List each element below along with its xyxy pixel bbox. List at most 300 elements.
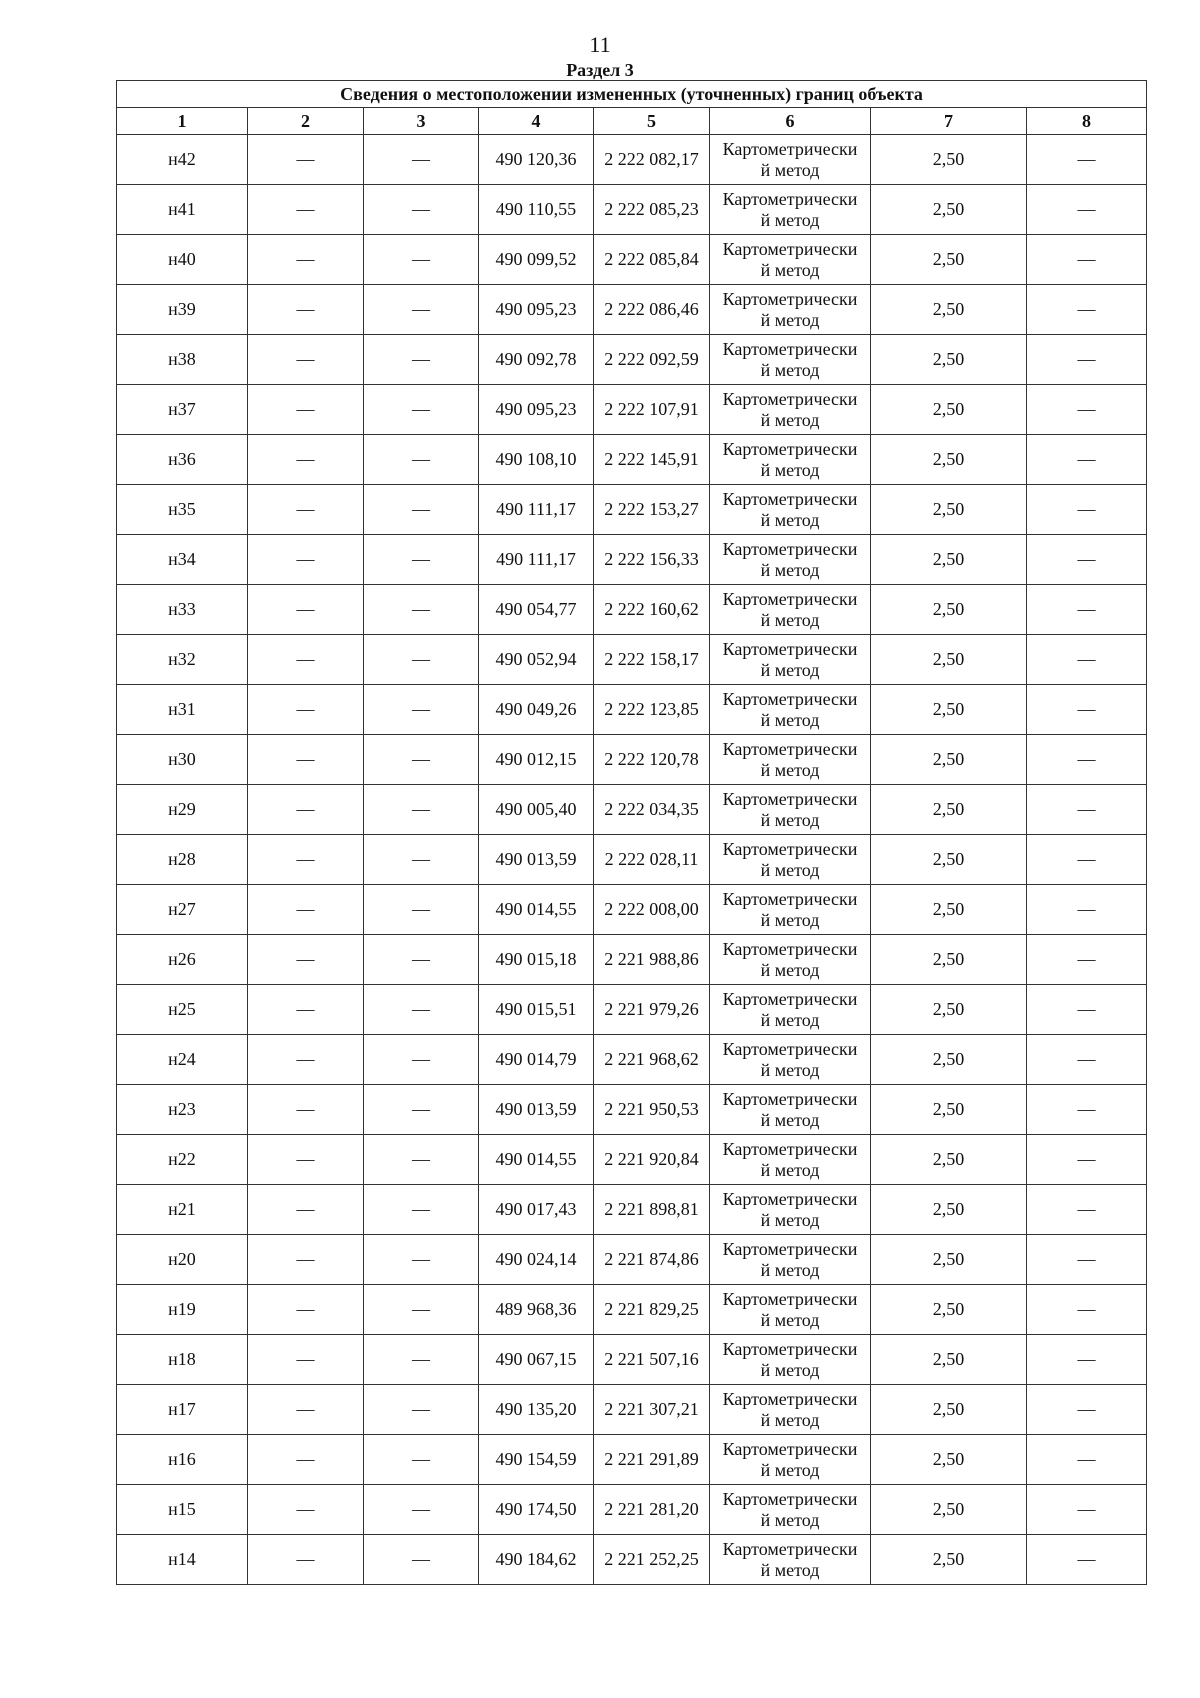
dash-cell: — [248,935,364,985]
dash-cell: — [364,1185,479,1235]
dash-cell: — [1027,785,1147,835]
method-cell [710,1085,871,1135]
method-cell [710,485,871,535]
column-number-row [117,108,1147,135]
dash-cell: — [364,835,479,885]
dash-cell: — [364,985,479,1035]
method-text-line: й метод [760,1109,820,1130]
method-text-line: Картометрически [722,188,858,209]
table-row [117,1335,1147,1385]
point-name-cell: н32 [117,635,248,685]
dash-cell: — [248,1235,364,1285]
y-coordinate-cell: 2 221 829,25 [594,1285,710,1335]
dash-cell: — [1027,185,1147,235]
dash-cell: — [1027,535,1147,585]
method-cell [710,135,871,185]
accuracy-cell: 2,50 [871,1385,1027,1435]
point-name-cell: н38 [117,335,248,385]
dash-cell: — [364,785,479,835]
dash-cell: — [1027,1535,1147,1585]
dash-cell: — [1027,485,1147,535]
table-row [117,1385,1147,1435]
dash-cell: — [248,135,364,185]
table-row [117,935,1147,985]
method-text-line: й метод [760,959,820,980]
method-text-line: й метод [760,509,820,530]
point-name-cell: н34 [117,535,248,585]
accuracy-cell: 2,50 [871,735,1027,785]
method-text-line: Картометрически [722,1288,858,1309]
dash-cell: — [248,735,364,785]
accuracy-cell: 2,50 [871,335,1027,385]
method-cell [710,1185,871,1235]
dash-cell: — [248,285,364,335]
y-coordinate-cell: 2 221 252,25 [594,1535,710,1585]
method-text-line: Картометрически [722,688,858,709]
y-coordinate-cell: 2 221 988,86 [594,935,710,985]
dash-cell: — [364,1385,479,1435]
x-coordinate-cell: 490 012,15 [479,735,594,785]
point-name-cell: н19 [117,1285,248,1335]
table-row [117,785,1147,835]
dash-cell: — [1027,985,1147,1035]
y-coordinate-cell: 2 221 950,53 [594,1085,710,1135]
x-coordinate-cell: 490 099,52 [479,235,594,285]
table-caption: Сведения о местоположении измененных (уточненных) границ объекта [117,81,1147,108]
accuracy-cell: 2,50 [871,1535,1027,1585]
x-coordinate-cell: 490 135,20 [479,1385,594,1435]
dash-cell: — [248,1185,364,1235]
dash-cell: — [248,985,364,1035]
accuracy-cell: 2,50 [871,985,1027,1035]
x-coordinate-cell: 490 095,23 [479,285,594,335]
dash-cell: — [248,685,364,735]
method-cell [710,1035,871,1085]
accuracy-cell: 2,50 [871,1285,1027,1335]
accuracy-cell: 2,50 [871,535,1027,585]
method-cell [710,935,871,985]
y-coordinate-cell: 2 221 507,16 [594,1335,710,1385]
method-text-line: й метод [760,159,820,180]
method-cell [710,1285,871,1335]
dash-cell: — [1027,1335,1147,1385]
x-coordinate-cell: 490 174,50 [479,1485,594,1535]
dash-cell: — [1027,235,1147,285]
dash-cell: — [1027,285,1147,335]
x-coordinate-cell: 490 052,94 [479,635,594,685]
method-text-line: Картометрически [722,438,858,459]
x-coordinate-cell: 490 014,55 [479,1135,594,1185]
y-coordinate-cell: 2 222 028,11 [594,835,710,885]
x-coordinate-cell: 490 092,78 [479,335,594,385]
dash-cell: — [248,1385,364,1435]
point-name-cell: н36 [117,435,248,485]
y-coordinate-cell: 2 221 291,89 [594,1435,710,1485]
y-coordinate-cell: 2 222 158,17 [594,635,710,685]
dash-cell: — [364,185,479,235]
accuracy-cell: 2,50 [871,1435,1027,1485]
dash-cell: — [1027,1435,1147,1485]
dash-cell: — [364,1335,479,1385]
table-row [117,185,1147,235]
method-cell [710,585,871,635]
y-coordinate-cell: 2 221 898,81 [594,1185,710,1235]
point-name-cell: н35 [117,485,248,535]
dash-cell: — [1027,1385,1147,1435]
column-number: 6 [710,108,871,135]
accuracy-cell: 2,50 [871,1485,1027,1535]
method-text-line: Картометрически [722,488,858,509]
dash-cell: — [1027,1285,1147,1335]
accuracy-cell: 2,50 [871,885,1027,935]
table-row [117,635,1147,685]
accuracy-cell: 2,50 [871,935,1027,985]
table-row [117,1485,1147,1535]
dash-cell: — [248,785,364,835]
dash-cell: — [248,885,364,935]
dash-cell: — [364,635,479,685]
point-name-cell: н18 [117,1335,248,1385]
y-coordinate-cell: 2 221 979,26 [594,985,710,1035]
dash-cell: — [364,1135,479,1185]
table-row [117,335,1147,385]
method-cell [710,1535,871,1585]
y-coordinate-cell: 2 222 156,33 [594,535,710,585]
dash-cell: — [248,435,364,485]
column-number: 7 [871,108,1027,135]
dash-cell: — [364,1485,479,1535]
point-name-cell: н23 [117,1085,248,1135]
dash-cell: — [364,435,479,485]
x-coordinate-cell: 490 054,77 [479,585,594,635]
table-row [117,735,1147,785]
dash-cell: — [364,1035,479,1085]
y-coordinate-cell: 2 221 920,84 [594,1135,710,1185]
method-text-line: й метод [760,1409,820,1430]
method-text-line: й метод [760,259,820,280]
dash-cell: — [364,735,479,785]
method-text-line: Картометрически [722,238,858,259]
column-number: 3 [364,108,479,135]
x-coordinate-cell: 490 154,59 [479,1435,594,1485]
dash-cell: — [248,1435,364,1485]
dash-cell: — [248,535,364,585]
dash-cell: — [1027,835,1147,885]
dash-cell: — [248,1035,364,1085]
accuracy-cell: 2,50 [871,585,1027,635]
dash-cell: — [1027,1185,1147,1235]
page-number: 11 [589,32,611,57]
dash-cell: — [1027,1035,1147,1085]
table-row [117,1285,1147,1335]
dash-cell: — [1027,1085,1147,1135]
method-text-line: Картометрически [722,588,858,609]
point-name-cell: н14 [117,1535,248,1585]
method-text-line: Картометрически [722,1188,858,1209]
dash-cell: — [364,335,479,385]
method-cell [710,185,871,235]
point-name-cell: н24 [117,1035,248,1085]
method-text-line: й метод [760,609,820,630]
dash-cell: — [248,635,364,685]
accuracy-cell: 2,50 [871,835,1027,885]
method-text-line: й метод [760,1209,820,1230]
method-text-line: Картометрически [722,638,858,659]
table-row [117,885,1147,935]
x-coordinate-cell: 490 014,55 [479,885,594,935]
dash-cell: — [248,1335,364,1385]
method-text-line: й метод [760,1059,820,1080]
method-cell [710,235,871,285]
point-name-cell: н41 [117,185,248,235]
table-row [117,435,1147,485]
table-row [117,1535,1147,1585]
method-text-line: й метод [760,1259,820,1280]
y-coordinate-cell: 2 222 085,23 [594,185,710,235]
accuracy-cell: 2,50 [871,135,1027,185]
y-coordinate-cell: 2 222 034,35 [594,785,710,835]
point-name-cell: н21 [117,1185,248,1235]
dash-cell: — [248,585,364,635]
x-coordinate-cell: 490 013,59 [479,1085,594,1135]
x-coordinate-cell: 490 049,26 [479,685,594,735]
dash-cell: — [364,935,479,985]
point-name-cell: н29 [117,785,248,835]
point-name-cell: н15 [117,1485,248,1535]
method-cell [710,435,871,485]
accuracy-cell: 2,50 [871,1235,1027,1285]
method-text-line: й метод [760,1559,820,1580]
dash-cell: — [248,185,364,235]
accuracy-cell: 2,50 [871,235,1027,285]
method-text-line: й метод [760,1509,820,1530]
column-number: 5 [594,108,710,135]
y-coordinate-cell: 2 222 008,00 [594,885,710,935]
dash-cell: — [248,385,364,435]
x-coordinate-cell: 490 067,15 [479,1335,594,1385]
point-name-cell: н22 [117,1135,248,1185]
method-text-line: Картометрически [722,388,858,409]
method-cell [710,885,871,935]
dash-cell: — [364,1235,479,1285]
x-coordinate-cell: 490 111,17 [479,485,594,535]
y-coordinate-cell: 2 221 874,86 [594,1235,710,1285]
table-row [117,385,1147,435]
point-name-cell: н40 [117,235,248,285]
method-text-line: Картометрически [722,1088,858,1109]
method-text-line: Картометрически [722,1238,858,1259]
method-text-line: й метод [760,309,820,330]
method-cell [710,1385,871,1435]
y-coordinate-cell: 2 222 153,27 [594,485,710,535]
dash-cell: — [364,585,479,635]
accuracy-cell: 2,50 [871,385,1027,435]
x-coordinate-cell: 490 013,59 [479,835,594,885]
method-text-line: Картометрически [722,1038,858,1059]
method-text-line: Картометрически [722,1138,858,1159]
method-cell [710,1435,871,1485]
dash-cell: — [248,1535,364,1585]
column-number: 1 [117,108,248,135]
method-text-line: й метод [760,409,820,430]
x-coordinate-cell: 490 108,10 [479,435,594,485]
dash-cell: — [248,1285,364,1335]
method-text-line: й метод [760,859,820,880]
table-row [117,1235,1147,1285]
x-coordinate-cell: 490 184,62 [479,1535,594,1585]
method-cell [710,635,871,685]
column-number: 8 [1027,108,1147,135]
x-coordinate-cell: 490 111,17 [479,535,594,585]
dash-cell: — [248,835,364,885]
method-cell [710,285,871,335]
accuracy-cell: 2,50 [871,635,1027,685]
accuracy-cell: 2,50 [871,1035,1027,1085]
method-cell [710,685,871,735]
y-coordinate-cell: 2 222 107,91 [594,385,710,435]
point-name-cell: н31 [117,685,248,735]
dash-cell: — [1027,385,1147,435]
point-name-cell: н17 [117,1385,248,1435]
dash-cell: — [364,1535,479,1585]
table-row [117,235,1147,285]
method-text-line: й метод [760,1459,820,1480]
y-coordinate-cell: 2 221 968,62 [594,1035,710,1085]
table-row [117,485,1147,535]
accuracy-cell: 2,50 [871,485,1027,535]
dash-cell: — [1027,585,1147,635]
method-text-line: Картометрически [722,888,858,909]
method-text-line: Картометрически [722,1488,858,1509]
table-row [117,1035,1147,1085]
method-text-line: Картометрически [722,1338,858,1359]
method-text-line: й метод [760,809,820,830]
method-cell [710,735,871,785]
y-coordinate-cell: 2 222 120,78 [594,735,710,785]
section-title: Раздел 3 [566,60,634,80]
dash-cell: — [248,1485,364,1535]
dash-cell: — [364,135,479,185]
x-coordinate-cell: 490 015,51 [479,985,594,1035]
table-row [117,985,1147,1035]
dash-cell: — [1027,885,1147,935]
dash-cell: — [364,485,479,535]
dash-cell: — [1027,335,1147,385]
dash-cell: — [364,1435,479,1485]
method-text-line: й метод [760,1359,820,1380]
method-text-line: й метод [760,1309,820,1330]
method-cell [710,535,871,585]
method-text-line: Картометрически [722,1538,858,1559]
method-cell [710,385,871,435]
method-text-line: Картометрически [722,938,858,959]
table-row [117,585,1147,635]
accuracy-cell: 2,50 [871,185,1027,235]
y-coordinate-cell: 2 222 160,62 [594,585,710,635]
table-row [117,135,1147,185]
dash-cell: — [248,1135,364,1185]
method-text-line: й метод [760,1009,820,1030]
point-name-cell: н39 [117,285,248,335]
dash-cell: — [364,535,479,585]
dash-cell: — [1027,1235,1147,1285]
y-coordinate-cell: 2 222 086,46 [594,285,710,335]
method-text-line: й метод [760,659,820,680]
dash-cell: — [1027,1485,1147,1535]
column-number: 2 [248,108,364,135]
method-text-line: Картометрически [722,338,858,359]
method-cell [710,1335,871,1385]
table-row [117,685,1147,735]
x-coordinate-cell: 490 110,55 [479,185,594,235]
accuracy-cell: 2,50 [871,1335,1027,1385]
y-coordinate-cell: 2 222 085,84 [594,235,710,285]
dash-cell: — [364,885,479,935]
x-coordinate-cell: 490 005,40 [479,785,594,835]
method-text-line: Картометрически [722,138,858,159]
method-cell [710,1135,871,1185]
dash-cell: — [248,335,364,385]
method-text-line: Картометрически [722,738,858,759]
y-coordinate-cell: 2 222 092,59 [594,335,710,385]
x-coordinate-cell: 490 024,14 [479,1235,594,1285]
table-row [117,1435,1147,1485]
dash-cell: — [364,685,479,735]
y-coordinate-cell: 2 222 123,85 [594,685,710,735]
method-cell [710,1235,871,1285]
table-row [117,285,1147,335]
accuracy-cell: 2,50 [871,1085,1027,1135]
y-coordinate-cell: 2 221 281,20 [594,1485,710,1535]
dash-cell: — [1027,935,1147,985]
point-name-cell: н20 [117,1235,248,1285]
dash-cell: — [248,235,364,285]
accuracy-cell: 2,50 [871,685,1027,735]
point-name-cell: н33 [117,585,248,635]
method-cell [710,985,871,1035]
boundary-coordinates-table [116,80,1147,1585]
dash-cell: — [364,385,479,435]
method-text-line: Картометрически [722,1388,858,1409]
method-text-line: Картометрически [722,288,858,309]
method-text-line: Картометрически [722,988,858,1009]
x-coordinate-cell: 490 017,43 [479,1185,594,1235]
y-coordinate-cell: 2 222 145,91 [594,435,710,485]
x-coordinate-cell: 489 968,36 [479,1285,594,1335]
point-name-cell: н42 [117,135,248,185]
x-coordinate-cell: 490 120,36 [479,135,594,185]
y-coordinate-cell: 2 222 082,17 [594,135,710,185]
method-text-line: й метод [760,909,820,930]
column-number: 4 [479,108,594,135]
dash-cell: — [364,235,479,285]
point-name-cell: н16 [117,1435,248,1485]
accuracy-cell: 2,50 [871,1185,1027,1235]
table-row [117,535,1147,585]
table-row [117,1135,1147,1185]
method-cell [710,835,871,885]
dash-cell: — [1027,135,1147,185]
dash-cell: — [364,285,479,335]
accuracy-cell: 2,50 [871,785,1027,835]
method-text-line: й метод [760,359,820,380]
method-text-line: Картометрически [722,538,858,559]
method-text-line: й метод [760,1159,820,1180]
method-cell [710,335,871,385]
x-coordinate-cell: 490 014,79 [479,1035,594,1085]
accuracy-cell: 2,50 [871,435,1027,485]
dash-cell: — [1027,435,1147,485]
